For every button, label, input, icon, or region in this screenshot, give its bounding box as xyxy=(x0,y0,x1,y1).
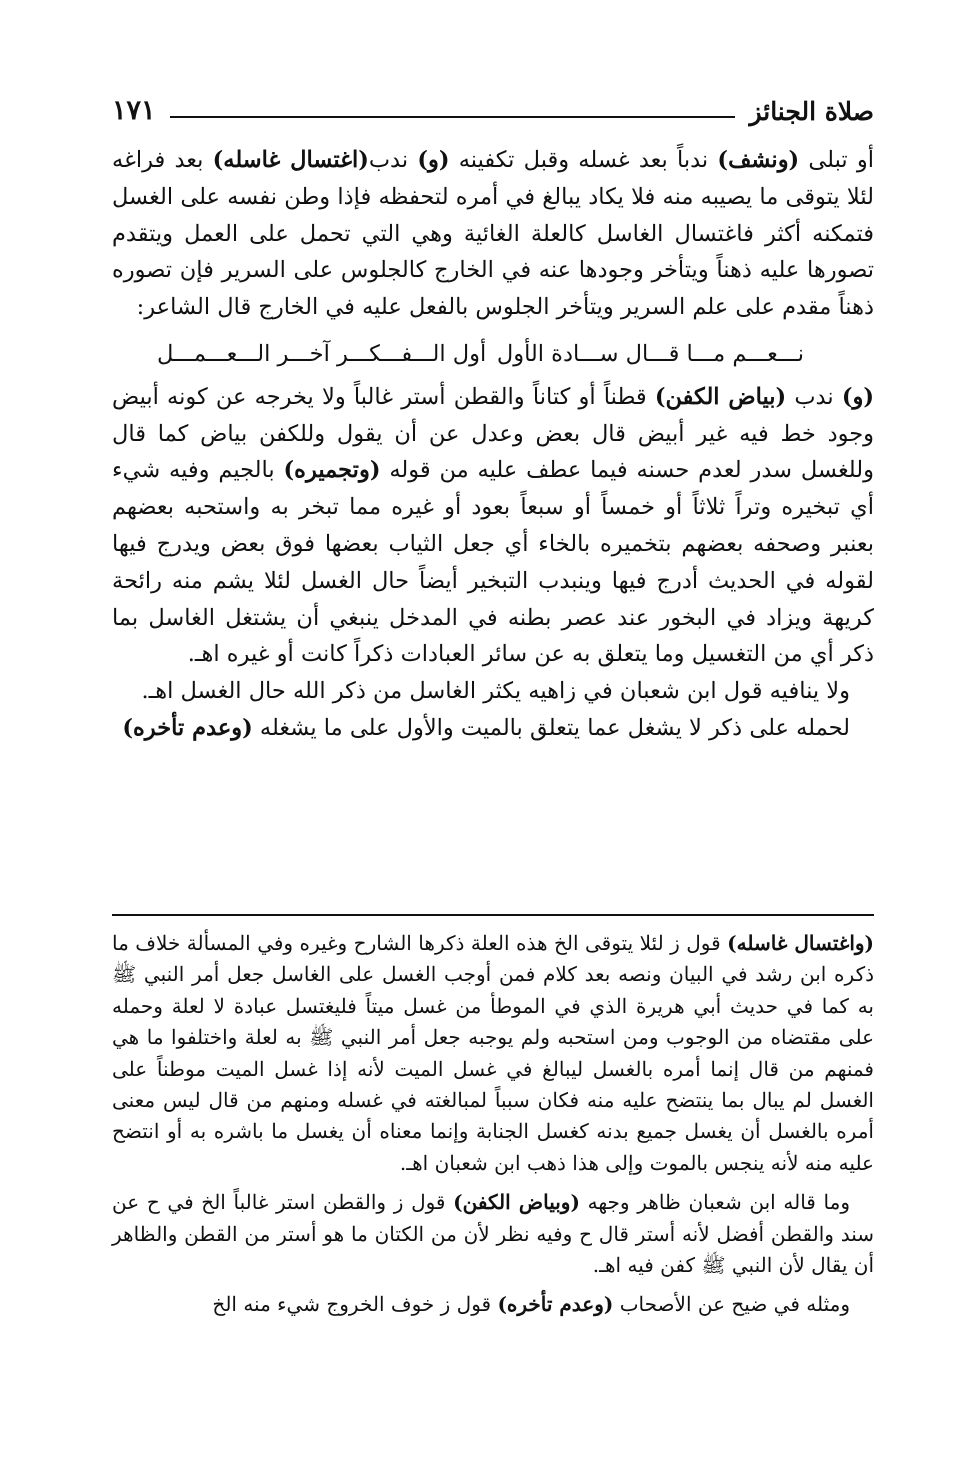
matn-term: (وعدم تأخره) xyxy=(497,1292,614,1317)
matn-term: (وتجميره) xyxy=(283,457,381,484)
matn-term: (اغتسال غاسله) xyxy=(212,147,369,173)
verse-second-hemistich: أول الـــفـــكـــر آخـــر الـــعـــمـــل xyxy=(157,340,487,367)
running-title: صلاة الجنائز xyxy=(749,97,874,126)
footnote-paragraph xyxy=(112,1289,874,1320)
text-run: بعد فراغه لئلا يتوقى ما يصيبه منه فلا يكاد يبالغ في أمره لتحفظه فإذا وطن نفسه على الغسل فتمكنه أكثر فاغتسال الغاسل كالعلة الغائية وهي التي تحمل على العمل ويتقدم تصورها عليه ذهناً ويتأخر وجودها عنه في الخارج كالجلوس على السرير فإن تصوره ذهناً مقدم على علم السرير ويتأخر الجلوس بالفعل عليه في الخارج قال الشاعر: xyxy=(112,147,874,321)
matn-term: (بياض الكفن) xyxy=(654,383,787,410)
matn-term: (و) xyxy=(417,147,450,173)
paragraph: ولا ينافيه قول ابن شعبان في زاهيه يكثر الغاسل من ذكر الله حال الغسل اهـ. xyxy=(141,678,850,705)
text-run: ندب xyxy=(786,383,842,410)
text-run: ومثله في ضيح عن الأصحاب xyxy=(613,1292,850,1317)
main-text xyxy=(112,142,874,747)
paragraph xyxy=(112,710,874,747)
footnote-paragraph xyxy=(112,928,874,1179)
text-run: ندب xyxy=(368,147,418,173)
text-run: لحمله على ذكر لا يشغل عما يتعلق بالميت والأول على ما يشغله xyxy=(252,714,850,741)
matn-term: (و) xyxy=(841,383,874,410)
paragraph xyxy=(112,379,874,673)
footnote-paragraph xyxy=(112,1187,874,1281)
text-run: ندباً بعد غسله وقبل تكفينه xyxy=(449,147,718,173)
text-run: قول ز خوف الخروج شيء منه الخ xyxy=(212,1292,498,1317)
matn-term: (وعدم تأخره) xyxy=(122,714,253,741)
text-run: قول ز والقطن استر غالباً الخ في ح عن سند والقطن أفضل لأنه أستر قال ح وفيه نظر لأن من الكتان ما هو أستر من القطن والظاهر أن يقال لأن النبي ﷺ كفن فيه اهـ. xyxy=(112,1190,874,1278)
verse-first-hemistich: نـــعـــم مـــا قـــال ســـادة الأول xyxy=(496,340,804,367)
footnotes xyxy=(112,928,874,1329)
text-run: وما قاله ابن شعبان ظاهر وجهه xyxy=(579,1190,850,1215)
text-run: قطناً أو كتاناً والقطن أستر غالباً ولا يخرجه عن كونه أبيض وجود خط فيه غير أبيض قال بعض وعدل عن أن يقول وللكفن بياض كما قال وللغسل سدر لعدم حسنه فيما عطف عليه من قوله xyxy=(112,383,874,484)
paragraph xyxy=(112,142,874,326)
poetry-verse xyxy=(112,336,874,373)
text-run: أو تبلى xyxy=(799,147,875,173)
text-run: بالجيم وفيه شيء أي تبخيره وتراً ثلاثاً أو خمساً أو سبعاً بعود أو غيره مما تبخر به واستحبه بعضهم بعنبر وصحفه بعضهم بتخميره بالخاء أي جعل الثياب بعضها فوق بعض ويدرج فيها لقوله في الحديث أدرج فيها وينبدب التبخير أيضاً حال الغسل لئلا يشم منه رائحة كريهة ويزاد في البخور عند عصر بطنه في المدخل ينبغي أن يشتغل الغاسل بما ذكر أي من التغسيل وما يتعلق به عن سائر العبادات ذكراً كانت أو غيره اهـ. xyxy=(112,457,874,668)
header-rule xyxy=(170,116,736,118)
matn-term: (ونشف) xyxy=(717,147,800,173)
page-header xyxy=(112,86,874,126)
footnote-divider xyxy=(112,914,874,916)
text-run: قول ز لئلا يتوقى الخ هذه العلة ذكرها الشارح وغيره وفي المسألة خلاف ما ذكره ابن رشد في البيان ونصه بعد كلام فمن أوجب الغسل على الغاسل جعل أمر النبي ﷺ به كما في حديث أبي هريرة الذي في الموطأ من غسل ميتاً فليغتسل عبادة لا لعلة وحمله على مقتضاه من الوجوب ومن استحبه ولم يوجبه جعل أمر النبي ﷺ به لعلة واختلفوا ما هي فمنهم من قال إنما أمره بالغسل ليبالغ في غسل الميت لأنه إذا غسل الميت موطناً على الغسل لم يبال بما ينتضح عليه منه فكان سبباً لمبالغته في غسله ومنهم من قال ليس معنى أمره بالغسل أن يغسل جميع بدنه كغسل الجنابة وإنما معناه أن يغسل ما باشره به أو انتضح عليه منه لأنه ينجس بالموت وإلى هذا ذهب ابن شعبان اهـ. xyxy=(112,931,874,1175)
matn-term: (واغتسال غاسله) xyxy=(727,931,874,955)
matn-term: (وبياض الكفن) xyxy=(453,1190,580,1215)
page-number: ١٧١ xyxy=(112,95,156,126)
